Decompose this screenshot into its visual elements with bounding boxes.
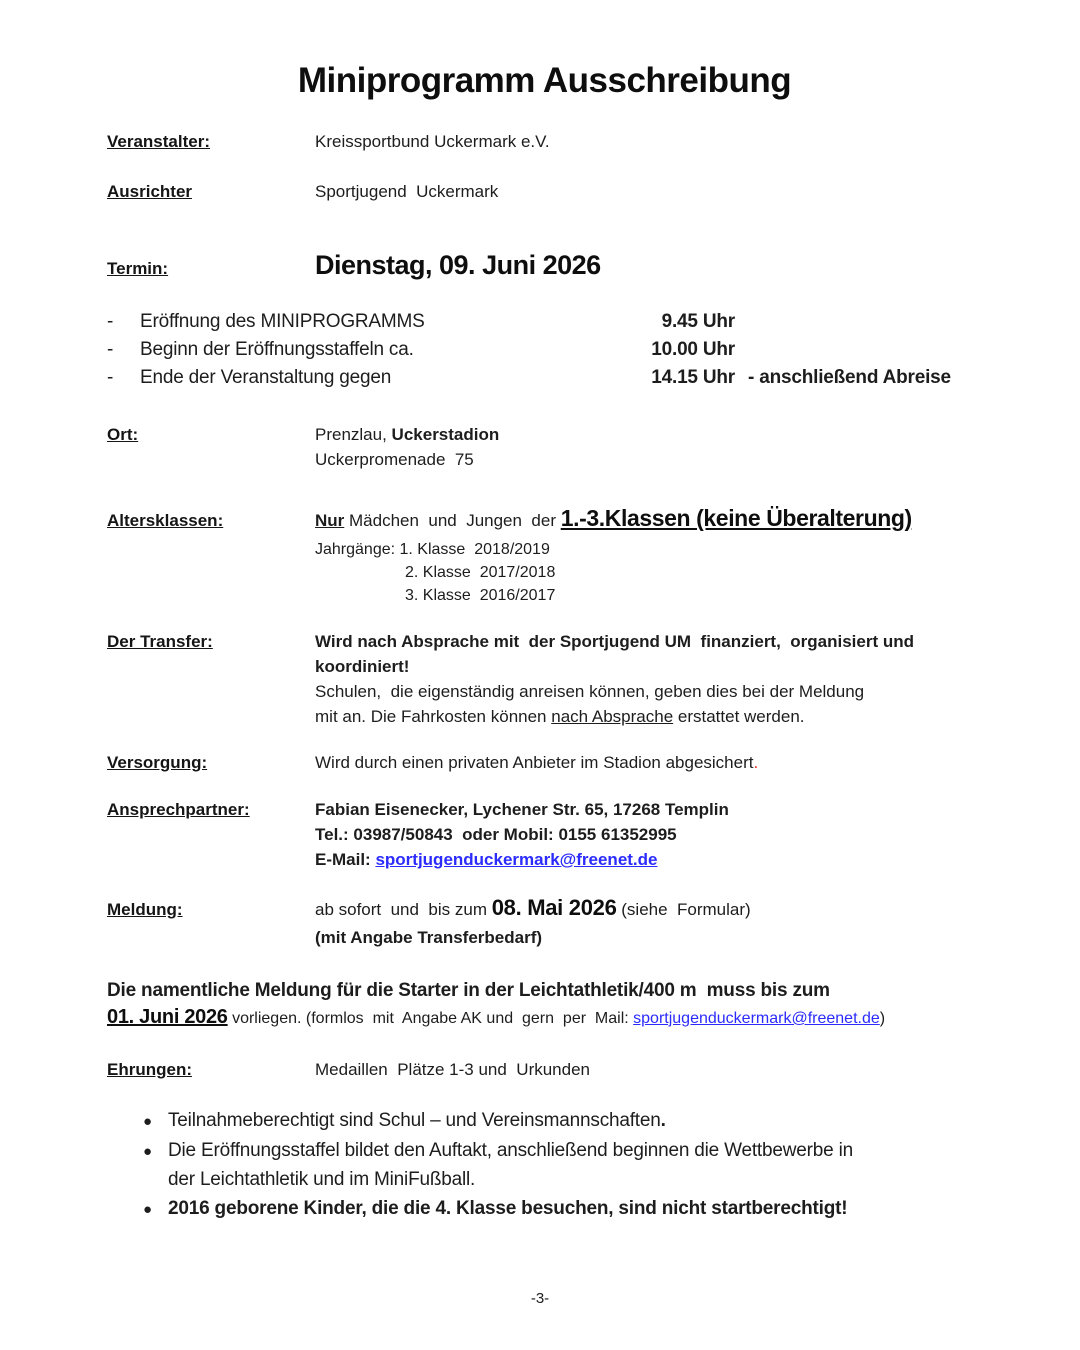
ort-address: Uckerpromenade 75 [315,450,474,469]
page-title: Miniprogramm Ausschreibung [297,61,792,100]
schedule-list [107,308,1022,392]
meldung-line1: ab sofort und bis zum 08. Mai 2026 (siehe Formular) [315,895,751,920]
dash-marker: - [107,339,114,360]
deadline-date: 01. Juni 2026 [107,1006,228,1028]
jahrgaenge-line: 3. Klasse 2016/2017 [405,587,556,604]
transfer-bold-line: Wird nach Absprache mit der Sportjugend UM finanziert, organisiert und [315,632,914,651]
schedule-time: 9.45 Uhr [661,311,735,332]
contact-phone: Tel.: 03987/50843 oder Mobil: 0155 61352995 [315,825,677,844]
schedule-text: Beginn der Eröffnungsstaffeln ca. [140,339,414,360]
bullet-icon: ● [143,1143,152,1160]
jahrgaenge-line: Jahrgänge: 1. Klasse 2018/2019 [315,541,550,558]
section-termin [107,250,1022,281]
ausrichter-label: Ausrichter [107,182,193,201]
section-ansprechpartner [107,797,1022,872]
red-period: . [753,753,759,772]
meldung-line2: (mit Angabe Transferbedarf) [315,928,543,947]
ort-label: Ort: [107,425,139,444]
schedule-item [107,364,1022,392]
veranstalter-value: Kreissportbund Uckermark e.V. [315,132,550,151]
transfer-line: mit an. Die Fahrkosten können nach Absprache erstattet werden. [315,707,805,726]
deadline-line1: Die namentliche Meldung für die Starter in der Leichtathletik/400 m muss bis zum [107,980,830,1001]
email-link[interactable]: sportjugenduckermark@freenet.de [375,850,658,869]
page-number: -3- [530,1290,550,1307]
ort-stadium: Uckerstadion [391,425,500,444]
deadline-line2: 01. Juni 2026 vorliegen. (formlos mit Angabe AK und gern per Mail: sportjugenduckermark@freenet.de) [107,1006,886,1028]
dash-marker: - [107,311,114,332]
veranstalter-label: Veranstalter: [107,132,210,151]
bullet-list [107,1106,1022,1224]
section-meldung [107,894,1022,950]
termin-label: Termin: [107,259,169,278]
section-transfer [107,629,1022,729]
dash-marker: - [107,367,114,388]
transfer-underlined-phrase: nach Absprache [551,707,674,726]
contact-email-line: E-Mail: sportjugenduckermark@freenet.de [315,850,658,869]
section-ausrichter [107,182,1022,202]
ansprechpartner-label: Ansprechpartner: [107,800,250,819]
transfer-line: Schulen, die eigenständig anreisen können, geben dies bei der Meldung [315,682,865,701]
altersklassen-headline: Nur Mädchen und Jungen der 1.-3.Klassen (keine Überalterung) [315,505,912,531]
bullet-icon: ● [143,1113,152,1130]
ehrungen-label: Ehrungen: [107,1060,192,1079]
bullet-bold-note: 2016 geborene Kinder, die die 4. Klasse besuchen, sind nicht startberechtigt! [168,1198,848,1219]
meldung-date: 08. Mai 2026 [491,895,617,920]
transfer-label: Der Transfer: [107,632,213,651]
schedule-suffix: - anschließend Abreise [748,367,951,388]
schedule-item [107,336,1022,364]
section-ehrungen [107,1060,1022,1080]
contact-name-address: Fabian Eisenecker, Lychener Str. 65, 17268 Templin [315,800,729,819]
termin-date: Dienstag, 09. Juni 2026 [315,250,601,280]
list-item: ● Teilnahmeberechtigt sind Schul – und Vereinsmannschaften. [107,1106,1022,1136]
schedule-item [107,308,1022,336]
altersklassen-label: Altersklassen: [107,511,224,530]
versorgung-label: Versorgung: [107,753,208,772]
ort-line1: Prenzlau, Uckerstadion [315,425,500,444]
deadline-paragraph [107,977,1022,1032]
section-versorgung [107,753,1022,773]
list-item [107,1194,1022,1224]
jahrgaenge-line: 2. Klasse 2017/2018 [405,564,556,581]
schedule-time: 14.15 Uhr [651,367,735,388]
schedule-time: 10.00 Uhr [651,339,735,360]
section-ort [107,422,1022,472]
email-link[interactable]: sportjugenduckermark@freenet.de [633,1010,880,1027]
ausrichter-value: Sportjugend Uckermark [315,182,499,201]
versorgung-value: Wird durch einen privaten Anbieter im Stadion abgesichert. [315,753,759,772]
section-veranstalter [107,132,1022,152]
meldung-label: Meldung: [107,900,183,919]
schedule-text: Ende der Veranstaltung gegen [140,367,392,388]
list-item: ● Die Eröffnungsstaffel bildet den Auftakt, anschließend beginnen die Wettbewerbe in der Leichtathletik und im MiniFußball. [107,1136,1022,1194]
section-altersklassen [107,502,1022,607]
bullet-icon: ● [143,1201,152,1218]
altersklassen-highlight: 1.-3.Klassen (keine Überalterung) [560,505,912,531]
ehrungen-value: Medaillen Plätze 1-3 und Urkunden [315,1060,590,1079]
schedule-text: Eröffnung des MINIPROGRAMMS [140,311,425,332]
transfer-bold-line: koordiniert! [315,657,410,676]
